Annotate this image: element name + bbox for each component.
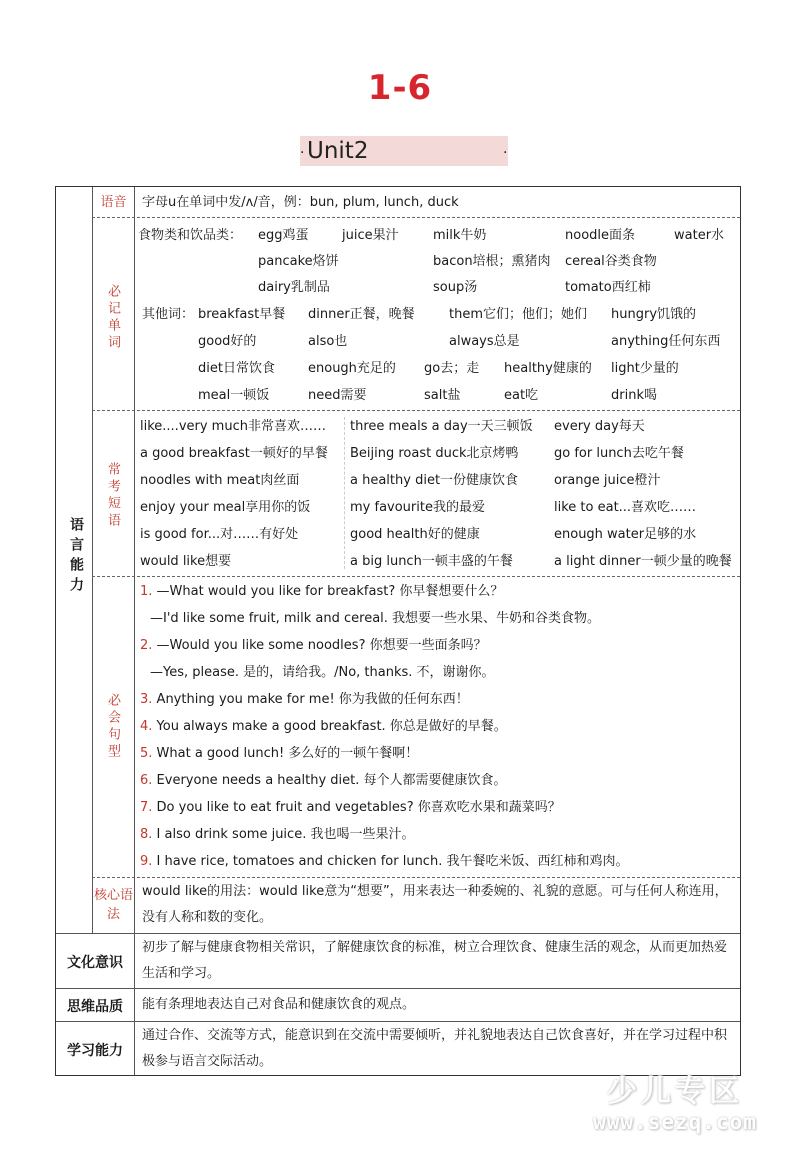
- sentence-line: 5. What a good lunch! 多么好的一顿午餐啊！: [140, 746, 419, 761]
- sentence-line: 6. Everyone needs a healthy diet. 每个人都需要健康饮食。: [140, 773, 507, 788]
- vocab-word: cereal谷类食物: [565, 254, 657, 269]
- grammar-text: would like的用法：would like意为“想要”，用来表达一种委婉的、礼貌的意愿。可与任何人称连用，没有人称和数的变化。: [142, 884, 728, 925]
- category-column-divider: [92, 187, 93, 933]
- vocab-word: good好的: [198, 334, 257, 349]
- thinking-text: 能有条理地表达自己对食品和健康饮食的观点。: [142, 997, 416, 1012]
- vocab-word: them它们；他们；她们: [449, 307, 587, 322]
- culture-label: 文化意识: [67, 955, 123, 971]
- learning-text: 通过合作、交流等方式，能意识到在交流中需要倾听，并礼貌地表达自己饮食喜好，并在学习过程中积极参与语言交际活动。: [142, 1028, 728, 1069]
- sentence-line: 8. I also drink some juice. 我也喝一些果汁。: [140, 827, 415, 842]
- thinking-label: 思维品质: [67, 999, 123, 1015]
- phrase-item: orange juice橙汁: [554, 473, 661, 488]
- learning-label: 学习能力: [67, 1043, 123, 1059]
- section-divider: [56, 988, 740, 989]
- vocab-word: egg鸡蛋: [258, 228, 309, 243]
- watermark: [560, 1066, 790, 1134]
- phrase-item: enjoy your meal享用你的饭: [140, 500, 311, 515]
- sentence-line: 7. Do you like to eat fruit and vegetables? 你喜欢吃水果和蔬菜吗？: [140, 800, 561, 815]
- phrase-item: a big lunch一顿丰盛的午餐: [350, 554, 513, 569]
- phrase-item: a light dinner一顿少量的晚餐: [554, 554, 732, 569]
- category-language-ability: 语言能力: [68, 517, 84, 597]
- unit-title: Unit2: [307, 138, 369, 164]
- phrase-item: like to eat...喜欢吃……: [554, 500, 697, 515]
- sentence-line: —I'd like some fruit, milk and cereal. 我想要一些水果、牛奶和谷类食物。: [150, 611, 601, 626]
- sentence-line: 2. —Would you like some noodles? 你想要一些面条吗？: [140, 638, 487, 653]
- phrase-item: like....very much非常喜欢……: [140, 419, 326, 434]
- phrase-item: every day每天: [554, 419, 645, 434]
- phrase-item: Beijing roast duck北京烤鸭: [350, 446, 519, 461]
- vocab-word: diet日常饮食: [198, 361, 275, 376]
- sentence-line: 1. —What would you like for breakfast? 你早餐想要什么？: [140, 584, 504, 599]
- sentence-line: 9. I have rice, tomatoes and chicken for lunch. 我午餐吃米饭、西红柿和鸡肉。: [140, 854, 629, 869]
- unit-dot-right: ·: [503, 145, 508, 161]
- sentence-line: 4. You always make a good breakfast. 你总是做好的早餐。: [140, 719, 507, 734]
- row-divider: [92, 217, 740, 218]
- watermark-brand: 少儿专区: [607, 1074, 743, 1109]
- sentences-label: 必会句型: [105, 693, 120, 761]
- watermark-url: www.sezq.com: [593, 1110, 757, 1134]
- phrase-item: a good breakfast一顿好的早餐: [140, 446, 328, 461]
- vocab-word: soup汤: [433, 280, 478, 295]
- phrase-item: noodles with meat肉丝面: [140, 473, 300, 488]
- vocab-word: need需要: [308, 388, 367, 403]
- vocab-word: noodle面条: [565, 228, 636, 243]
- vocab-word: meal一顿饭: [198, 388, 270, 403]
- pronunciation-content: 字母u在单词中发/ʌ/音，例：bun, plum, lunch, duck: [142, 195, 459, 210]
- vocab-word: healthy健康的: [504, 361, 592, 376]
- row-divider: [92, 576, 740, 577]
- vocab-word: milk牛奶: [433, 228, 487, 243]
- phrase-item: go for lunch去吃午餐: [554, 446, 684, 461]
- vocab-word: breakfast早餐: [198, 307, 286, 322]
- page-number: 1-6: [367, 68, 433, 108]
- vocab-word: eat吃: [504, 388, 539, 403]
- grammar-label: 核心语法: [93, 888, 133, 922]
- unit-dot-left: ·: [300, 145, 305, 161]
- row-divider: [92, 410, 740, 411]
- label-column-divider: [134, 187, 135, 1075]
- row-divider: [92, 877, 740, 878]
- vocab-word: always总是: [449, 334, 520, 349]
- section-divider: [56, 933, 740, 934]
- vocab-word: salt盐: [424, 388, 461, 403]
- vocab-word: enough充足的: [308, 361, 396, 376]
- phrase-item: would like想要: [140, 554, 232, 569]
- vocab-word: pancake烙饼: [258, 254, 339, 269]
- phrase-item: is good for...对……有好处: [140, 527, 299, 542]
- section-divider: [56, 1021, 740, 1022]
- vocab-word: anything任何东西: [611, 334, 721, 349]
- vocab-word: water水: [674, 228, 725, 243]
- sentence-line: 3. Anything you make for me! 你为我做的任何东西！: [140, 692, 469, 707]
- phrases-label: 常考短语: [105, 462, 120, 530]
- sentence-line: —Yes, please. 是的，请给我。/No, thanks. 不，谢谢你。: [150, 665, 495, 680]
- phrase-item: good health好的健康: [350, 527, 480, 542]
- culture-text: 初步了解与健康食物相关常识，了解健康饮食的标准，树立合理饮食、健康生活的观念，从而更加热爱生活和学习。: [142, 940, 728, 981]
- vocab-word: hungry饥饿的: [611, 307, 697, 322]
- vocab-word: bacon培根；熏猪肉: [433, 254, 551, 269]
- vocab-word: tomato西红柿: [565, 280, 651, 295]
- vocab-word: light少量的: [611, 361, 679, 376]
- summary-table: [55, 186, 741, 1076]
- vocab-word: dairy乳制品: [258, 280, 330, 295]
- phrase-item: enough water足够的水: [554, 527, 697, 542]
- vocab-word: dinner正餐，晚餐: [308, 307, 415, 322]
- phrase-column-divider: [344, 417, 345, 569]
- phrase-item: three meals a day一天三顿饭: [350, 419, 533, 434]
- vocab-word: also也: [308, 334, 348, 349]
- other-category-label: 其他词：: [142, 307, 195, 322]
- vocabulary-label: 必记单词: [105, 284, 120, 352]
- vocab-word: go去；走: [424, 361, 480, 376]
- phrase-item: my favourite我的最爱: [350, 500, 485, 515]
- vocab-word: drink喝: [611, 388, 657, 403]
- pronunciation-label: 语音: [100, 195, 127, 210]
- food-category-label: 食物类和饮品类：: [138, 228, 243, 243]
- phrase-item: a healthy diet一份健康饮食: [350, 473, 519, 488]
- vocab-word: juice果汁: [342, 228, 399, 243]
